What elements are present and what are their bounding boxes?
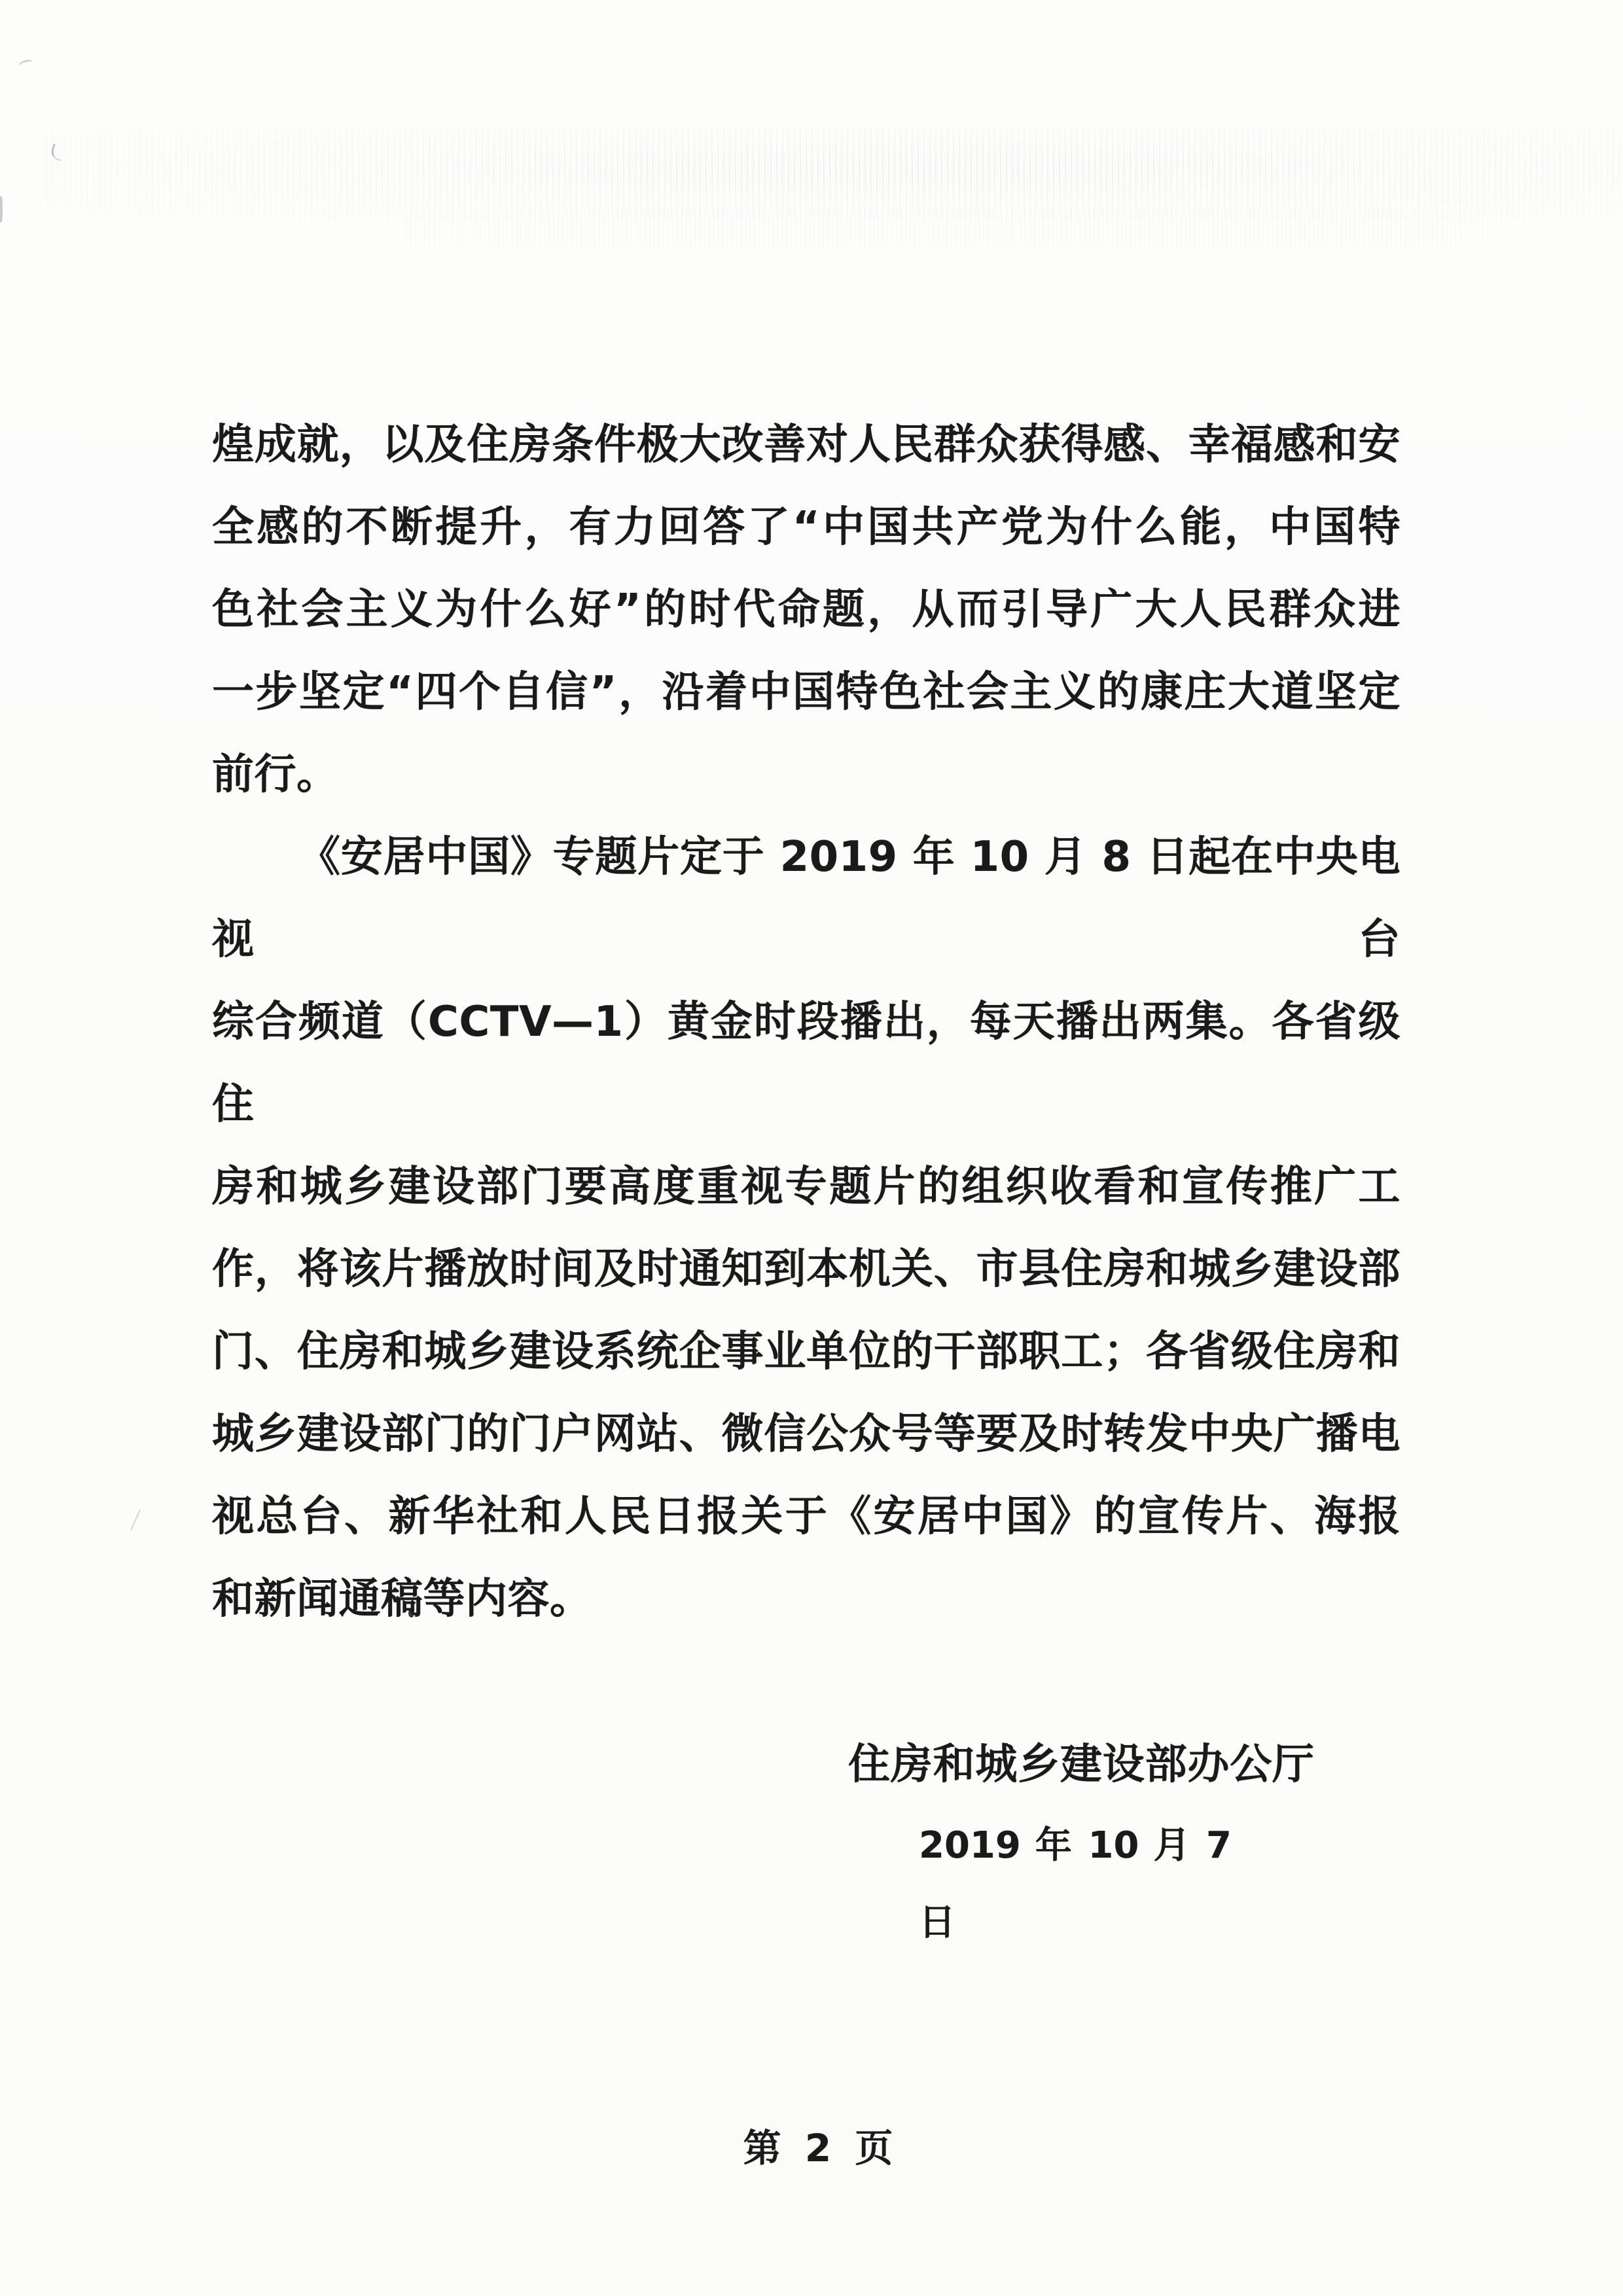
scan-speck xyxy=(0,196,3,222)
text-line: 视总台、新华社和人民日报关于《安居中国》的宣传片、海报 xyxy=(212,1492,1400,1541)
signature-organization: 住房和城乡建设部办公厅 xyxy=(848,1740,1314,1789)
text-line: 门、住房和城乡建设系统企事业单位的干部职工；各省级住房和 xyxy=(212,1328,1400,1376)
text-line: 和新闻通稿等内容。 xyxy=(212,1575,592,1623)
text-line: 一步坚定“四个自信”，沿着中国特色社会主义的康庄大道坚定 xyxy=(212,668,1400,716)
text-line: 煌成就，以及住房条件极大改善对人民群众获得感、幸福感和安 xyxy=(212,421,1400,469)
text-line: 全感的不断提升，有力回答了“中国共产党为什么能，中国特 xyxy=(212,503,1400,552)
page-number: 第 2 页 xyxy=(743,2126,893,2170)
text-line: 房和城乡建设部门要高度重视专题片的组织收看和宣传推广工 xyxy=(212,1163,1400,1211)
text-line: 作，将该片播放时间及时通知到本机关、市县住房和城乡建设部 xyxy=(212,1245,1400,1294)
scanner-smudge-band xyxy=(46,128,1623,220)
text-line: 城乡建设部门的门户网站、微信公众号等要及时转发中央广播电 xyxy=(212,1410,1400,1458)
text-line: 综合频道（CCTV—1）黄金时段播出，每天播出两集。各省级住 xyxy=(212,998,1400,1129)
signature-date: 2019 年 10 月 7 日 xyxy=(919,1824,1232,1944)
scan-speck xyxy=(130,1510,141,1530)
text-line: 色社会主义为什么好”的时代命题，从而引导广大人民群众进 xyxy=(212,586,1400,634)
text-line: 前行。 xyxy=(212,751,339,799)
text-line: 《安居中国》专题片定于 2019 年 10 月 8 日起在中央电视台 xyxy=(212,833,1400,964)
scanner-smudge-band-lower xyxy=(209,209,1584,246)
scan-speck xyxy=(18,59,33,69)
document-body xyxy=(212,404,1400,1640)
